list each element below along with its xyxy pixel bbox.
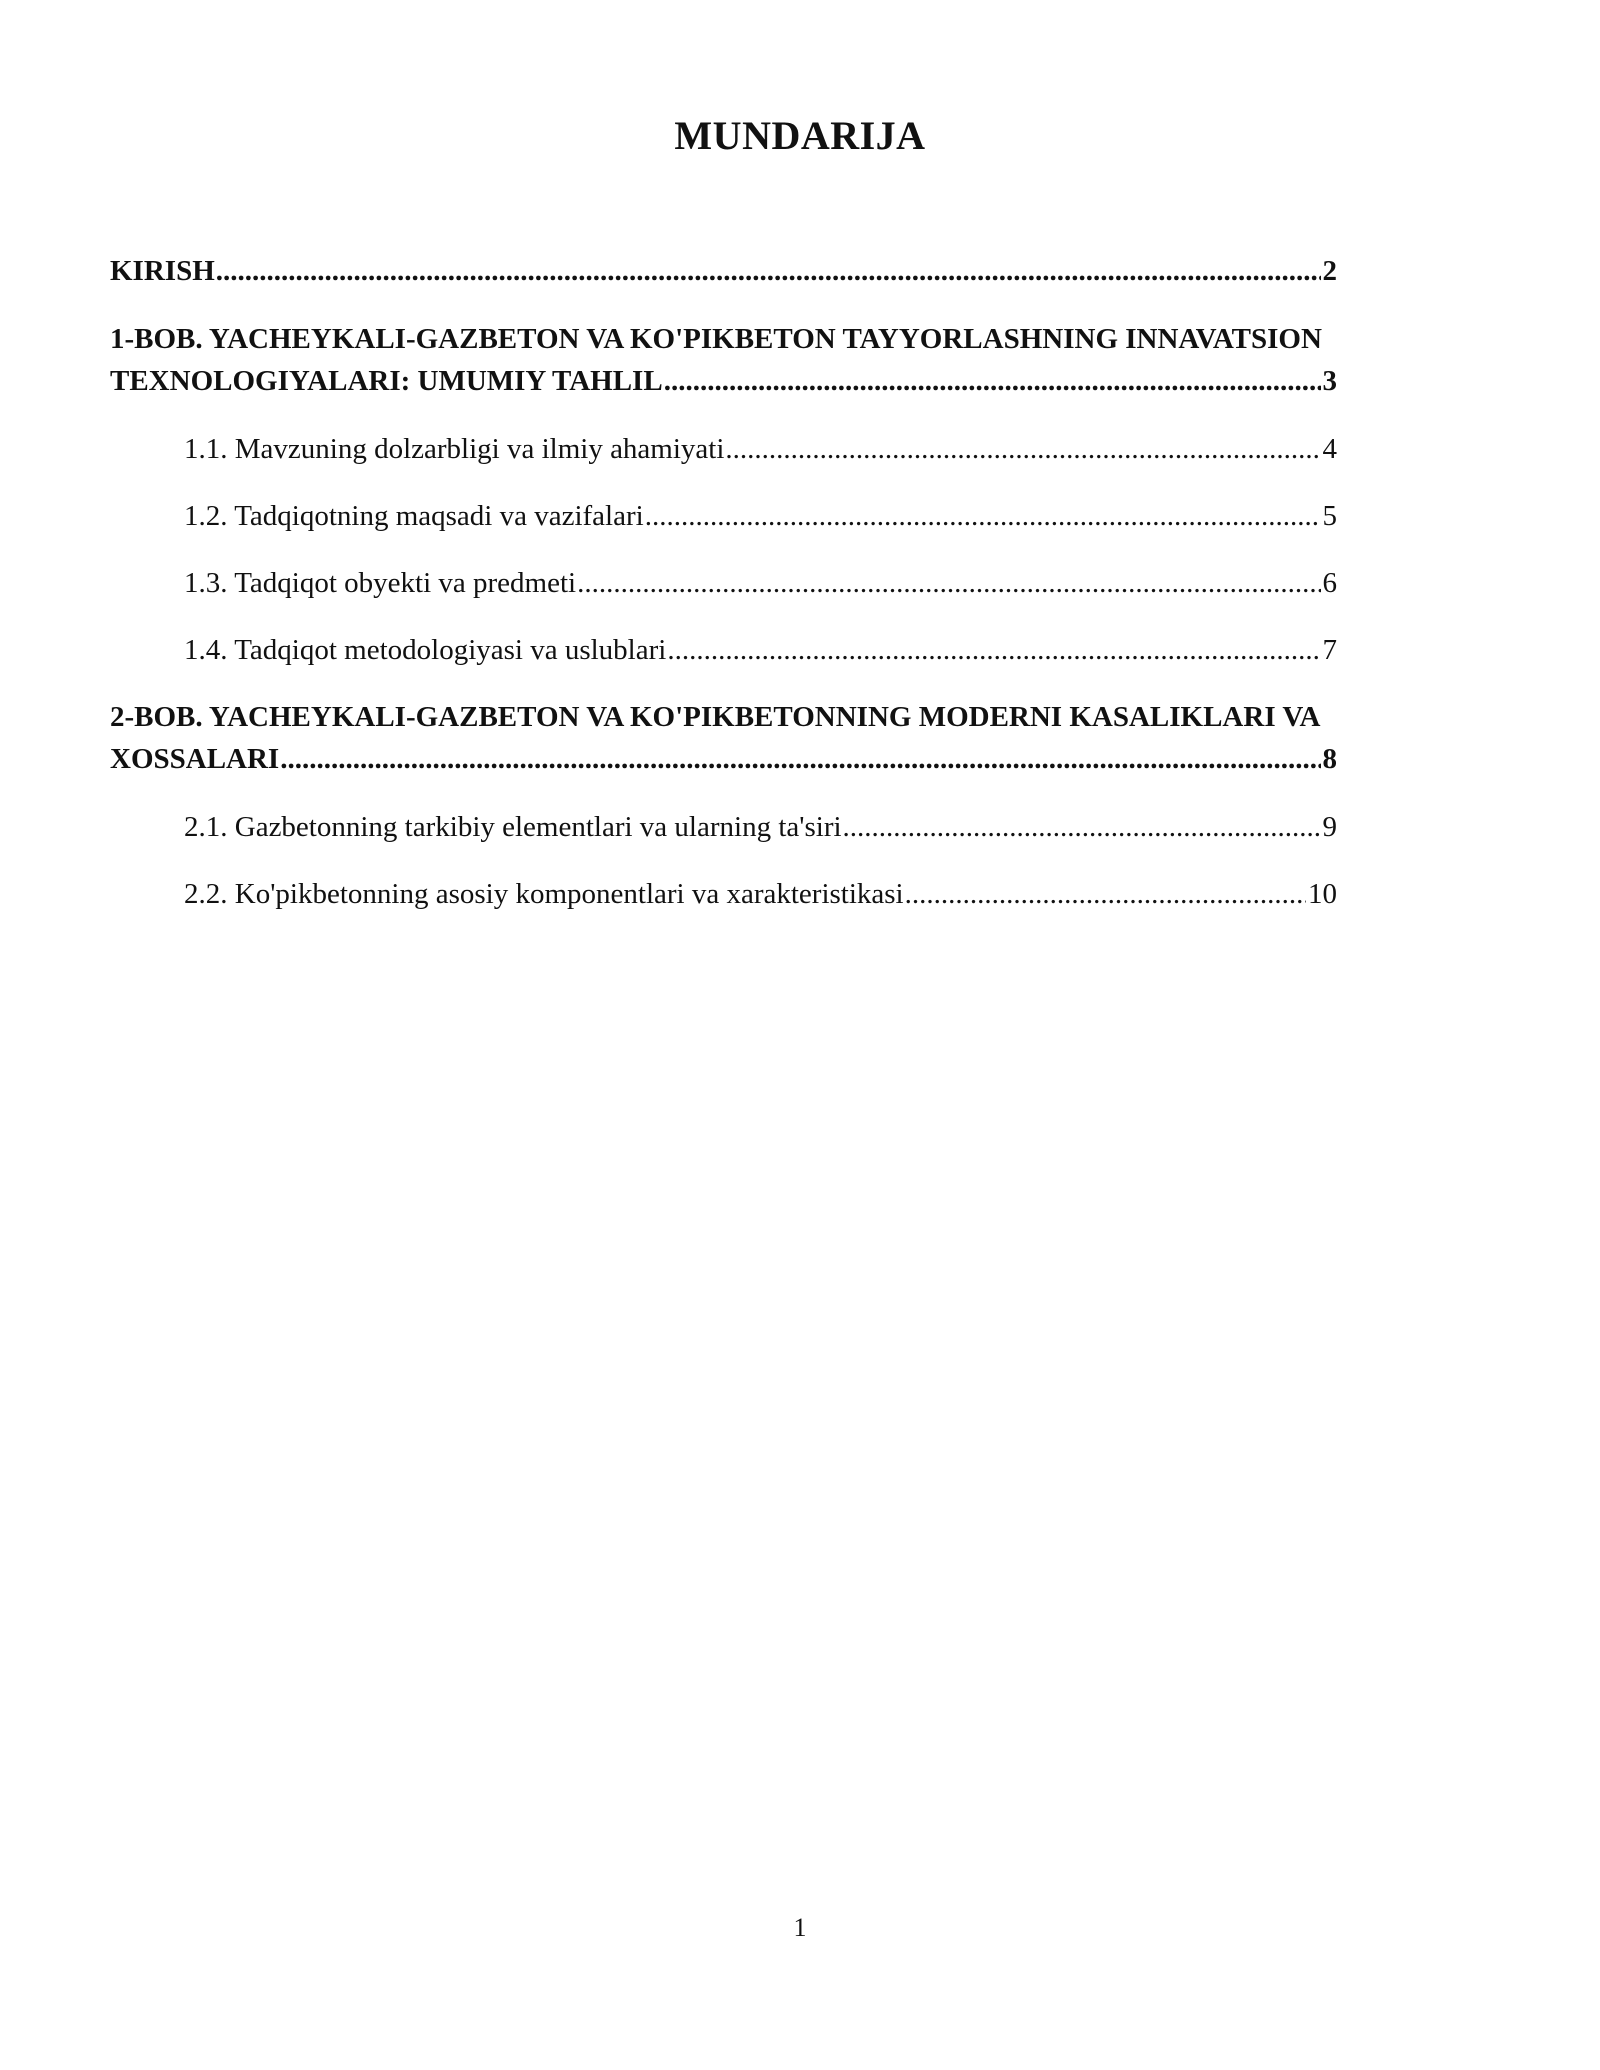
toc-entry-kirish[interactable]: [110, 250, 1450, 292]
dot-leader: [667, 629, 1320, 671]
dot-leader: [664, 360, 1321, 402]
toc-entry-page: 10: [1308, 878, 1337, 910]
table-of-contents: [110, 250, 1450, 940]
toc-entry-title: 1.1. Mavzuning dolzarbligi va ilmiy ahamiyati: [184, 433, 725, 465]
toc-entry-page: 9: [1322, 811, 1337, 843]
dot-leader: [216, 250, 1321, 292]
toc-entry-1-1[interactable]: [110, 428, 1450, 470]
page-number: 1: [793, 1913, 807, 1942]
toc-entry-page: 3: [1322, 365, 1337, 397]
dot-leader: [725, 428, 1320, 470]
toc-entry-title: 1.4. Tadqiqot metodologiyasi va uslublari: [184, 634, 667, 666]
toc-entry-page: 7: [1322, 634, 1337, 666]
dot-leader: [280, 738, 1320, 780]
dot-leader: [905, 873, 1306, 915]
toc-entry-title-line-2: TEXNOLOGIYALARI: UMUMIY TAHLIL: [110, 365, 663, 397]
toc-entry-page: 6: [1322, 567, 1337, 599]
toc-entry-page: 8: [1322, 743, 1337, 775]
toc-entry-chapter-1[interactable]: [110, 318, 1450, 402]
page-title: MUNDARIJA: [674, 113, 926, 158]
toc-entry-title: 2.2. Ko'pikbetonning asosiy komponentlari va xarakteristikasi: [184, 878, 904, 910]
toc-entry-1-4[interactable]: [110, 629, 1450, 671]
toc-entry-1-2[interactable]: [110, 495, 1450, 537]
toc-entry-page: 4: [1322, 433, 1337, 465]
toc-entry-chapter-2[interactable]: [110, 696, 1450, 780]
toc-entry-page: 5: [1322, 500, 1337, 532]
toc-entry-title-line-2: XOSSALARI: [110, 743, 280, 775]
toc-entry-title: 2.1. Gazbetonning tarkibiy elementlari va ularning ta'siri: [184, 811, 842, 843]
toc-entry-title-line-1: 1-BOB. YACHEYKALI-GAZBETON VA KO'PIKBETON TAYYORLASHNING INNAVATSION: [110, 323, 1322, 355]
toc-entry-title-line-1: 2-BOB. YACHEYKALI-GAZBETON VA KO'PIKBETONNING MODERNI KASALIKLARI VA: [110, 701, 1321, 733]
toc-entry-2-2[interactable]: [110, 873, 1450, 915]
toc-entry-title: 1.3. Tadqiqot obyekti va predmeti: [184, 567, 577, 599]
toc-entry-2-1[interactable]: [110, 806, 1450, 848]
dot-leader: [577, 562, 1320, 604]
dot-leader: [843, 806, 1321, 848]
toc-entry-title: KIRISH: [110, 255, 215, 287]
toc-entry-title: 1.2. Tadqiqotning maqsadi va vazifalari: [184, 500, 644, 532]
toc-entry-page: 2: [1322, 255, 1337, 287]
dot-leader: [645, 495, 1321, 537]
toc-entry-1-3[interactable]: [110, 562, 1450, 604]
